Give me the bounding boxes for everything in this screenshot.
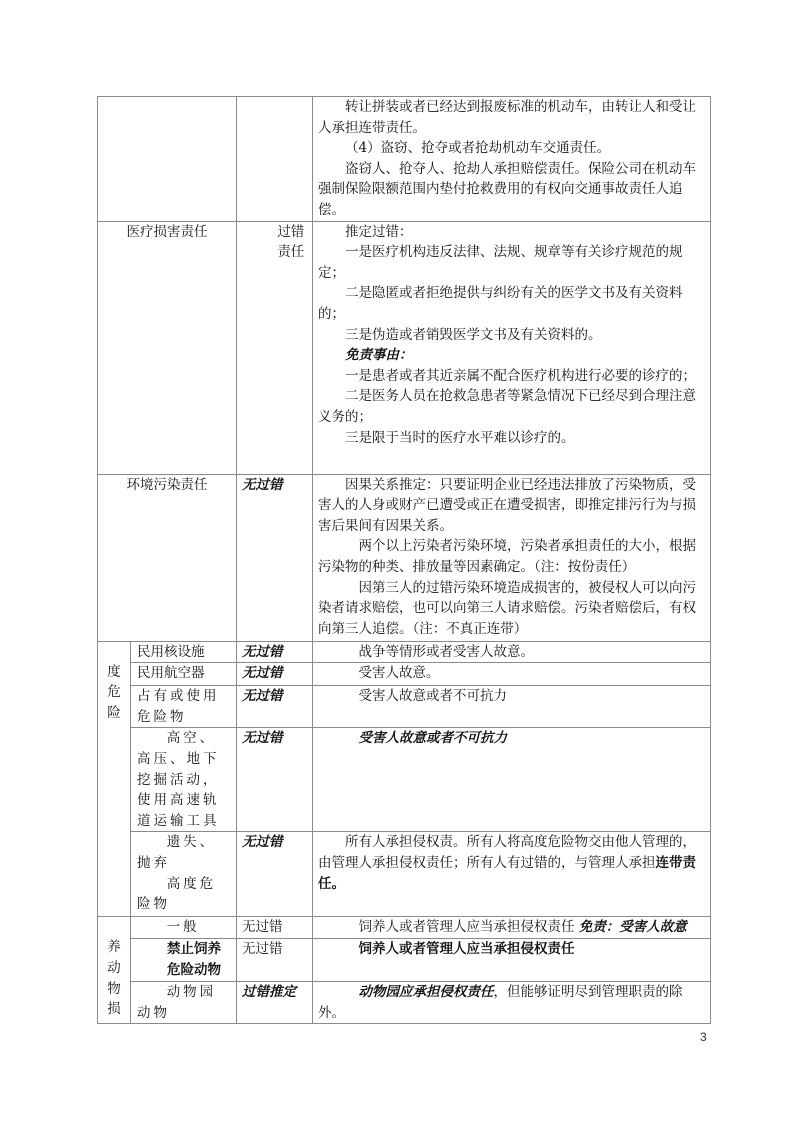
item-name-text: 动物园动物 — [137, 983, 217, 1021]
presumed-fault-item: 三是伪造或者销毁医学文书及有关资料的。 — [345, 326, 602, 343]
detail-paragraph: （4）盗窃、抢夺或者抢劫机动车交通责任。 — [345, 140, 611, 157]
item-detail — [313, 663, 711, 686]
item-name: 禁止饲养危险动物 — [131, 938, 237, 981]
text-bold-italic: 免责：受害人故意 — [578, 919, 687, 936]
item-rule: 无过错 — [237, 641, 313, 663]
item-detail — [313, 938, 711, 981]
side-char: 动 — [107, 959, 121, 976]
item-detail — [313, 641, 711, 663]
detail-paragraph: 转让拼装或者已经达到报废标准的机动车，由转让人和受让人承担连带责任。 — [318, 99, 696, 136]
table-row-dangerous-goods — [98, 686, 711, 728]
table-row-animal-zoo — [98, 981, 711, 1023]
item-text — [318, 832, 705, 894]
tort-liability-table — [97, 96, 711, 1024]
text-plain: 饲养人或者管理人应当承担侵权责任 — [358, 919, 579, 936]
exemption-item: 一是患者或者其近亲属不配合医疗机构进行必要的诊疗的； — [345, 367, 696, 384]
item-rule: 无过错 — [237, 728, 313, 832]
liability-detail-medical — [313, 221, 711, 474]
item-name — [131, 728, 237, 832]
item-rule: 无过错 — [237, 917, 313, 939]
side-char: 危 — [107, 684, 121, 701]
presumed-fault-title: 推定过错： — [345, 223, 413, 240]
item-text — [318, 982, 705, 1023]
detail-paragraph: 因果关系推定：只要证明企业已经违法排放了污染物质，受害人的人身或财产已遭受或正在遭受损害，即推定排污行为与损害后果间有因果关系。 — [318, 476, 696, 534]
side-char: 物 — [107, 980, 121, 997]
item-text: 受害人故意或者不可抗力 — [358, 730, 507, 747]
table-row-motor-continued — [98, 97, 711, 222]
presumed-fault-item: 二是隐匿或者拒绝提供与纠纷有关的医学文书及有关资料的； — [318, 285, 683, 322]
item-name — [131, 981, 237, 1023]
item-name — [131, 832, 237, 917]
page-number: 3 — [700, 1030, 707, 1044]
liability-rule-medical — [237, 221, 313, 474]
table-row-animal-banned — [98, 938, 711, 981]
item-name-line: 遗失、抛弃 — [137, 834, 217, 871]
liability-detail-cell — [313, 97, 711, 222]
item-name: 占有或使用危险物 — [131, 686, 237, 728]
liability-rule-environment: 无过错 — [237, 474, 313, 641]
item-name-text: 高空、高压、地下挖掘活动，使用高速轨道运输工具 — [137, 730, 220, 829]
item-name-line: 高度危险物 — [137, 875, 217, 913]
table-row-animal-general — [98, 917, 711, 939]
presumed-fault-item: 一是医疗机构违反法律、法规、规章等有关诊疗规范的规定； — [318, 244, 683, 281]
side-char: 养 — [107, 939, 121, 956]
item-rule: 无过错 — [237, 938, 313, 981]
text-bold-italic: 动物园应承担侵权责任 — [358, 983, 494, 1000]
text-bold: 连带责任。 — [318, 854, 696, 892]
table-row-abandoned — [98, 832, 711, 917]
side-char: 度 — [107, 663, 121, 680]
item-detail — [313, 686, 711, 728]
text-plain: 所有人承担侵权责。所有人将高度危险物交由他人管理的，由管理人承担侵权责任；所有人有过错的，与管理人承担 — [318, 834, 696, 871]
detail-paragraph: 两个以上污染者污染环境，污染者承担责任的大小，根据污染物的种类、排放量等因素确定。（注：按份责任） — [318, 538, 696, 575]
text-plain: ，但能够证明尽到管理职责的除外。 — [318, 983, 683, 1021]
side-char: 险 — [107, 704, 121, 721]
liability-type-environment: 环境污染责任 — [98, 474, 237, 641]
item-rule: 无过错 — [237, 686, 313, 728]
liability-rule-cell — [237, 97, 313, 222]
table-row-aircraft — [98, 663, 711, 686]
item-name: 民用航空器 — [131, 663, 237, 686]
detail-paragraph: 盗窃人、抢夺人、抢劫人承担赔偿责任。保险公司在机动车强制保险限额范围内垫付抢救费用的有权向交通事故责任人追偿。 — [318, 160, 696, 218]
item-rule: 过错推定 — [237, 981, 313, 1023]
table-row-nuclear — [98, 641, 711, 663]
item-detail — [313, 728, 711, 832]
side-char: 损 — [107, 1001, 121, 1018]
table-row-high-altitude — [98, 728, 711, 832]
liability-type-medical: 医疗损害责任 — [98, 221, 237, 474]
detail-paragraph: 因第三人的过错污染环境造成损害的，被侵权人可以向污染者请求赔偿，也可以向第三人请求赔偿。污染者赔偿后，有权向第三人追偿。（注：不真正连带） — [318, 579, 696, 637]
table-row-medical — [98, 221, 711, 474]
exemption-item: 二是医务人员在抢救急患者等紧急情况下已经尽到合理注意义务的； — [318, 388, 696, 425]
exemption-title: 免责事由： — [345, 347, 413, 364]
item-rule: 无过错 — [237, 832, 313, 917]
high-danger-side-label — [98, 641, 131, 917]
item-text: 受害人故意。 — [358, 665, 440, 682]
item-detail — [313, 917, 711, 939]
item-detail — [313, 832, 711, 917]
item-text: 受害人故意或者不可抗力 — [358, 688, 507, 705]
animal-side-label — [98, 917, 131, 1024]
liability-type-cell — [98, 97, 237, 222]
rule-text: 过错责任 — [277, 223, 305, 261]
item-name: 一般 — [131, 917, 237, 939]
exemption-item: 三是限于当时的医疗水平难以诊疗的。 — [345, 429, 575, 446]
table-row-environment — [98, 474, 711, 641]
item-rule: 无过错 — [237, 663, 313, 686]
liability-detail-environment — [313, 474, 711, 641]
item-text: 战争等情形或者受害人故意。 — [358, 643, 534, 660]
item-text — [318, 917, 705, 938]
item-detail — [313, 981, 711, 1023]
item-name: 民用核设施 — [131, 641, 237, 663]
item-text: 饲养人或者管理人应当承担侵权责任 — [358, 940, 575, 957]
